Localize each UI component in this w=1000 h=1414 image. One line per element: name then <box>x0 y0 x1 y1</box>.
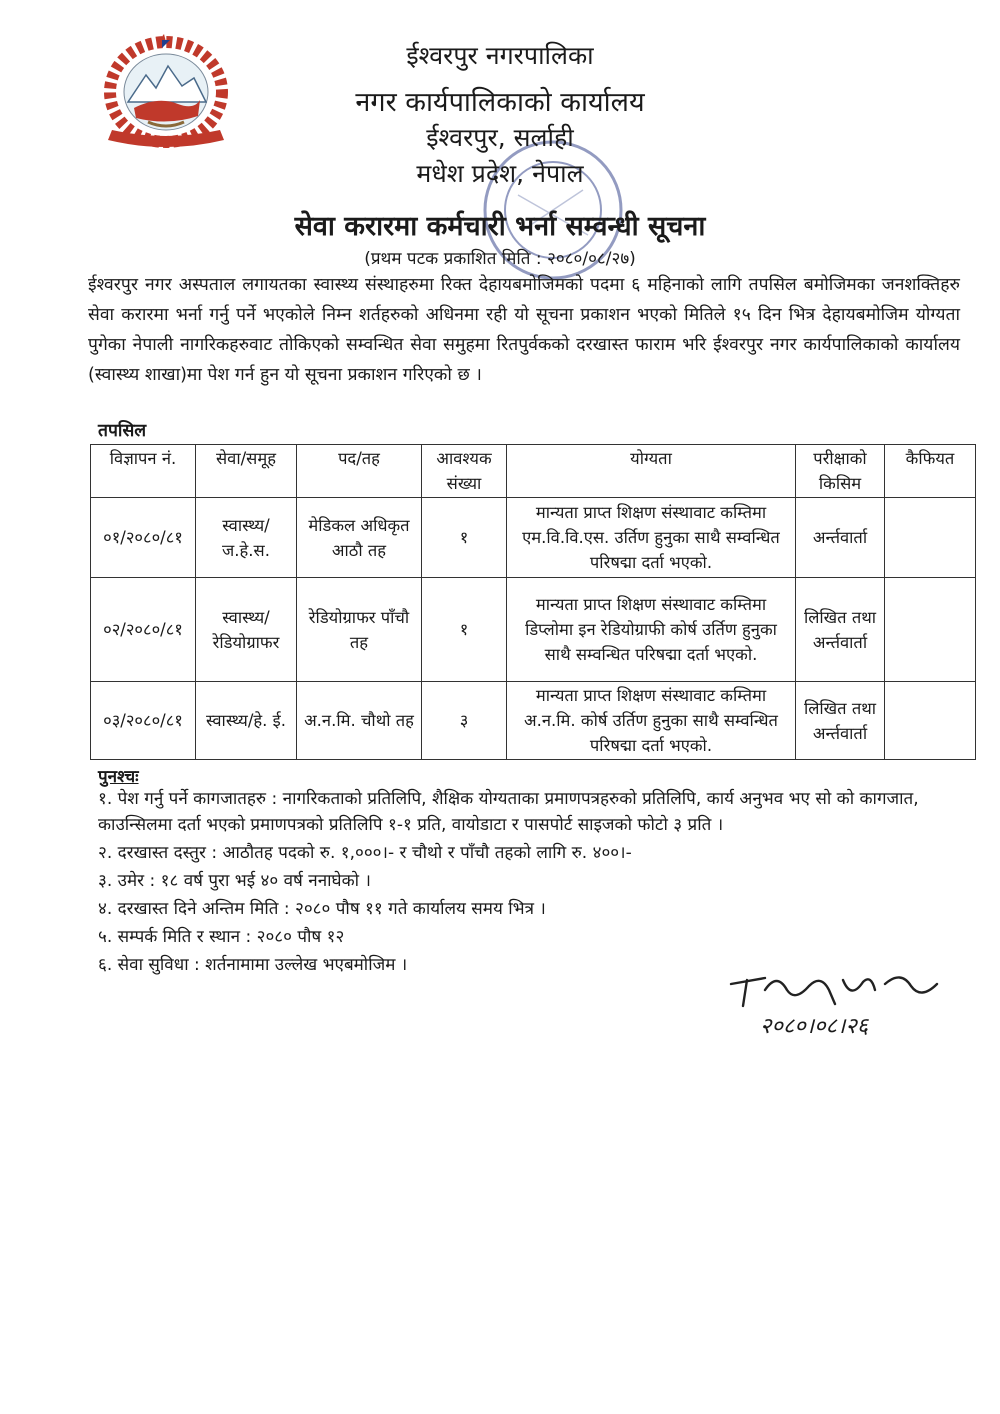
signature-date: २०८०।०८।२६ <box>760 1014 869 1039</box>
cell-exam: अर्न्तवार्ता <box>796 498 885 578</box>
list-item: ४. दरखास्त दिने अन्तिम मिति : २०८० पौष ११ गते कार्यालय समय भित्र । <box>98 899 546 919</box>
cell-ad-no: ०२/२०८०/८१ <box>91 578 196 682</box>
header-remarks: कैफियत <box>885 445 976 498</box>
cell-qualification: मान्यता प्राप्त शिक्षण संस्थावाट कम्तिमा एम.वि.वि.एस. उर्तिण हुनुका साथै सम्वन्धित परिषद्मा दर्ता भएको. <box>507 498 796 578</box>
cell-service: स्वास्थ्य/ ज.हे.स. <box>196 498 297 578</box>
postscript-list <box>98 786 956 980</box>
cell-ad-no: ०१/२०८०/८१ <box>91 498 196 578</box>
postscript-label: पुनश्चः <box>98 767 139 787</box>
location: ईश्वरपुर, सर्लाही <box>426 123 574 152</box>
cell-exam: लिखित तथा अर्न्तवार्ता <box>796 682 885 760</box>
header-qualification: योग्यता <box>507 445 796 498</box>
cell-count: १ <box>422 498 507 578</box>
municipality-name: ईश्वरपुर नगरपालिका <box>406 41 594 70</box>
header-post: पद/तह <box>297 445 422 498</box>
table-header-row <box>91 445 976 498</box>
header-exam: परीक्षाको किसिम <box>796 445 885 498</box>
table-row <box>91 578 976 682</box>
list-item: ३. उमेर : १८ वर्ष पुरा भई ४० वर्ष ननाघेको । <box>98 871 371 891</box>
cell-remarks <box>885 682 976 760</box>
vacancy-table <box>90 444 976 760</box>
cell-count: ३ <box>422 682 507 760</box>
list-item: ६. सेवा सुविधा : शर्तनामामा उल्लेख भएबमोजिम । <box>98 955 408 975</box>
office-name: नगर कार्यपालिकाको कार्यालय <box>355 87 645 118</box>
table-row <box>91 498 976 578</box>
list-item: २. दरखास्त दस्तुर : आठौतह पदको रु. १,०००।- र चौथो र पाँचौ तहको लागि रु. ४००।- <box>98 843 632 863</box>
province: मधेश प्रदेश, नेपाल <box>416 159 584 188</box>
list-item: १. पेश गर्नु पर्ने कागजातहरु : नागरिकताको प्रतिलिपि, शैक्षिक योग्यताका प्रमाणपत्रहरुको प्रतिलिपि, कार्य अनुभव भए सो को कागजात, काउन्सिलमा दर्ता भएको प्रमाणपत्रको प्रतिलिपि १-१ प्रति, वायोडाटा र पासपोर्ट साइजको फोटो ३ प्रति । <box>98 789 919 835</box>
header-ad-no: विज्ञापन नं. <box>91 445 196 498</box>
cell-post: रेडियोग्राफर पाँचौ तह <box>297 578 422 682</box>
notice-body: ईश्वरपुर नगर अस्पताल लगायतका स्वास्थ्य संस्थाहरुमा रिक्त देहायबमोजिमको पदमा ६ महिनाको लागि तपसिल बमोजिमका जनशक्तिहरु सेवा करारमा भर्ना गर्नु पर्ने भएकोले निम्न शर्तहरुको अधिनमा रही यो सूचना प्रकाशन भएको मितिले १५ दिन भित्र देहायबमोजिम योग्यता पुगेका नेपाली नागरिकहरुवाट तोकिएको सम्वन्धित सेवा समुहमा रितपुर्वकको दरखास्त फाराम भरि ईश्वरपुर नगर कार्यपालिकाको कार्यालय (स्वास्थ्य शाखा)मा पेश गर्न हुन यो सूचना प्रकाशन गरिएको छ । <box>88 275 960 385</box>
publish-date: (प्रथम पटक प्रकाशित मिति : २०८०/०८/२७) <box>364 249 636 269</box>
cell-count: १ <box>422 578 507 682</box>
cell-post: अ.न.मि. चौथो तह <box>297 682 422 760</box>
cell-remarks <box>885 578 976 682</box>
header-count: आवश्यक संख्या <box>422 445 507 498</box>
cell-exam: लिखित तथा अर्न्तवार्ता <box>796 578 885 682</box>
cell-service: स्वास्थ्य/ रेडियोग्राफर <box>196 578 297 682</box>
list-item: ५. सम्पर्क मिति र स्थान : २०८० पौष १२ <box>98 927 345 947</box>
cell-remarks <box>885 498 976 578</box>
cell-service: स्वास्थ्य/हे. ई. <box>196 682 297 760</box>
cell-qualification: मान्यता प्राप्त शिक्षण संस्थावाट कम्तिमा अ.न.मि. कोर्ष उर्तिण हुनुका साथै सम्वन्धित परिषद्मा दर्ता भएको. <box>507 682 796 760</box>
table-row <box>91 682 976 760</box>
cell-ad-no: ०३/२०८०/८१ <box>91 682 196 760</box>
header-service: सेवा/समूह <box>196 445 297 498</box>
schedule-label: तपसिल <box>98 421 147 441</box>
cell-qualification: मान्यता प्राप्त शिक्षण संस्थावाट कम्तिमा डिप्लोमा इन रेडियोग्राफी कोर्ष उर्तिण हुनुका साथै सम्वन्धित परिषद्मा दर्ता भएको. <box>507 578 796 682</box>
notice-title: सेवा करारमा कर्मचारी भर्ना सम्वन्धी सूचना <box>294 211 706 242</box>
cell-post: मेडिकल अधिकृत आठौ तह <box>297 498 422 578</box>
